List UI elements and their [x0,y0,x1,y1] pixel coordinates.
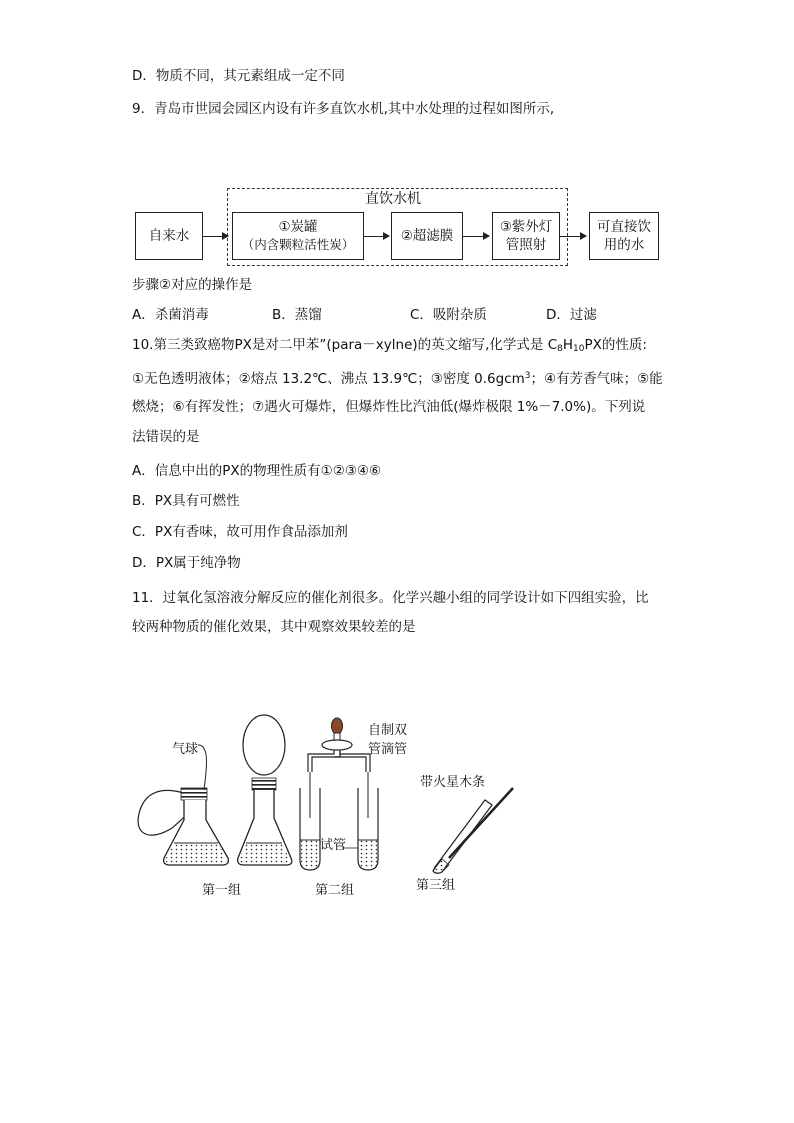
q10-line1 [132,335,647,359]
arrow-3 [462,236,489,237]
arrow-4 [559,236,586,237]
tap-water-text: 自来水 [148,228,190,244]
machine-label: 直饮水机 [365,191,421,207]
step3-line1: ③紫外灯 [499,219,553,235]
q10-sub-10: 10 [573,344,585,354]
drinkable-water-box [589,212,659,260]
group1-label: 第一组 [202,883,242,898]
q9-stem: 9．青岛市世园会园区内设有许多直饮水机,其中水处理的过程如图所示, [132,101,555,117]
q10-h: H [562,337,574,353]
arrow-1 [202,236,228,237]
q10-line2-pre: ①无色透明液体；②熔点 13.2℃、沸点 13.9℃；③密度 0.6gcm [132,371,525,387]
dropper-bulb [332,718,343,734]
dropper-label-line2: 管滴管 [368,742,408,757]
balloon-label: 气球 [172,742,199,757]
stopper-1 [181,788,207,800]
q10-line2-post: ；④有芳香气味；⑤能 [530,371,663,387]
q10-option-c: C．PX有香味，故可用作食品添加剂 [132,524,348,540]
q10-line2 [132,366,663,389]
q10-option-a: A．信息中出的PX的物理性质有①②③④⑥ [132,463,382,479]
q10-line3: 燃烧；⑥有挥发性；⑦遇火可爆炸，但爆炸性比汽油低(爆炸极限 1%－7.0%)。下列说 [132,399,646,415]
dropper-right-arm-inner [334,757,366,772]
group3-apparatus [433,788,513,873]
q10-option-d: D．PX属于纯净物 [132,555,241,571]
q11-stem: 11．过氧化氢溶液分解反应的催化剂很多。化学兴趣小组的同学设计如下四组实验，比较两种物质的催化效果，其中观察效果较差的是 [132,590,649,635]
balloon-inflated [243,715,285,775]
dropper-loop [322,740,352,750]
q10-sub-8: 8 [557,344,563,354]
q9-option-c: C．吸附杂质 [410,307,487,323]
splint-label: 带火星木条 [420,775,486,790]
tube-label: 试管 [320,838,347,853]
end-line1: 可直接饮 [597,219,651,235]
q9-option-a: A．杀菌消毒 [132,307,209,323]
arrow-2 [363,236,389,237]
group3-label: 第三组 [416,878,456,893]
stopper-2 [252,778,276,790]
group1-flask-a [138,788,228,865]
group2-label: 第二组 [315,883,355,898]
dropper-left-arm-inner [312,750,340,772]
liquid-1 [166,843,227,863]
dropper-neck [334,733,340,740]
step1-line1: ①炭罐 [278,219,318,235]
q9-option-d: D．过滤 [546,307,597,323]
liquid-2 [240,843,290,863]
step2-text: ②超滤膜 [400,228,454,244]
q10-line4: 法错误的是 [132,429,200,445]
q11-experiment-figure [120,700,540,910]
step1-line2: （内含颗粒活性炭） [241,237,355,252]
q10-option-b: B．PX具有可燃性 [132,493,240,509]
q8-option-d: D．物质不同，其元素组成一定不同 [132,68,345,84]
balloon-pointer [198,745,206,790]
q10-line1-pre: 10.第三类致癌物PX是对二甲苯”(para－xylne)的英文缩写,化学式是 C [132,337,558,353]
q9-option-b: B．蒸馏 [272,307,322,323]
q10-line1-post: PX的性质: [584,337,647,353]
dropper-label-line1: 自制双 [368,723,408,738]
step3-box [492,212,560,260]
q10-sup-3: 3 [524,371,531,381]
liquid-right [359,840,377,868]
q9-question: 步骤②对应的操作是 [132,277,253,293]
glowing-splint [449,788,513,858]
end-line2: 用的水 [603,237,645,253]
step2-box [391,212,463,260]
group1-flask-b [238,715,292,865]
tap-water-box [135,212,203,260]
liquid-left [301,840,319,868]
step3-line2: 管照射 [505,237,547,253]
step1-box [232,212,364,260]
